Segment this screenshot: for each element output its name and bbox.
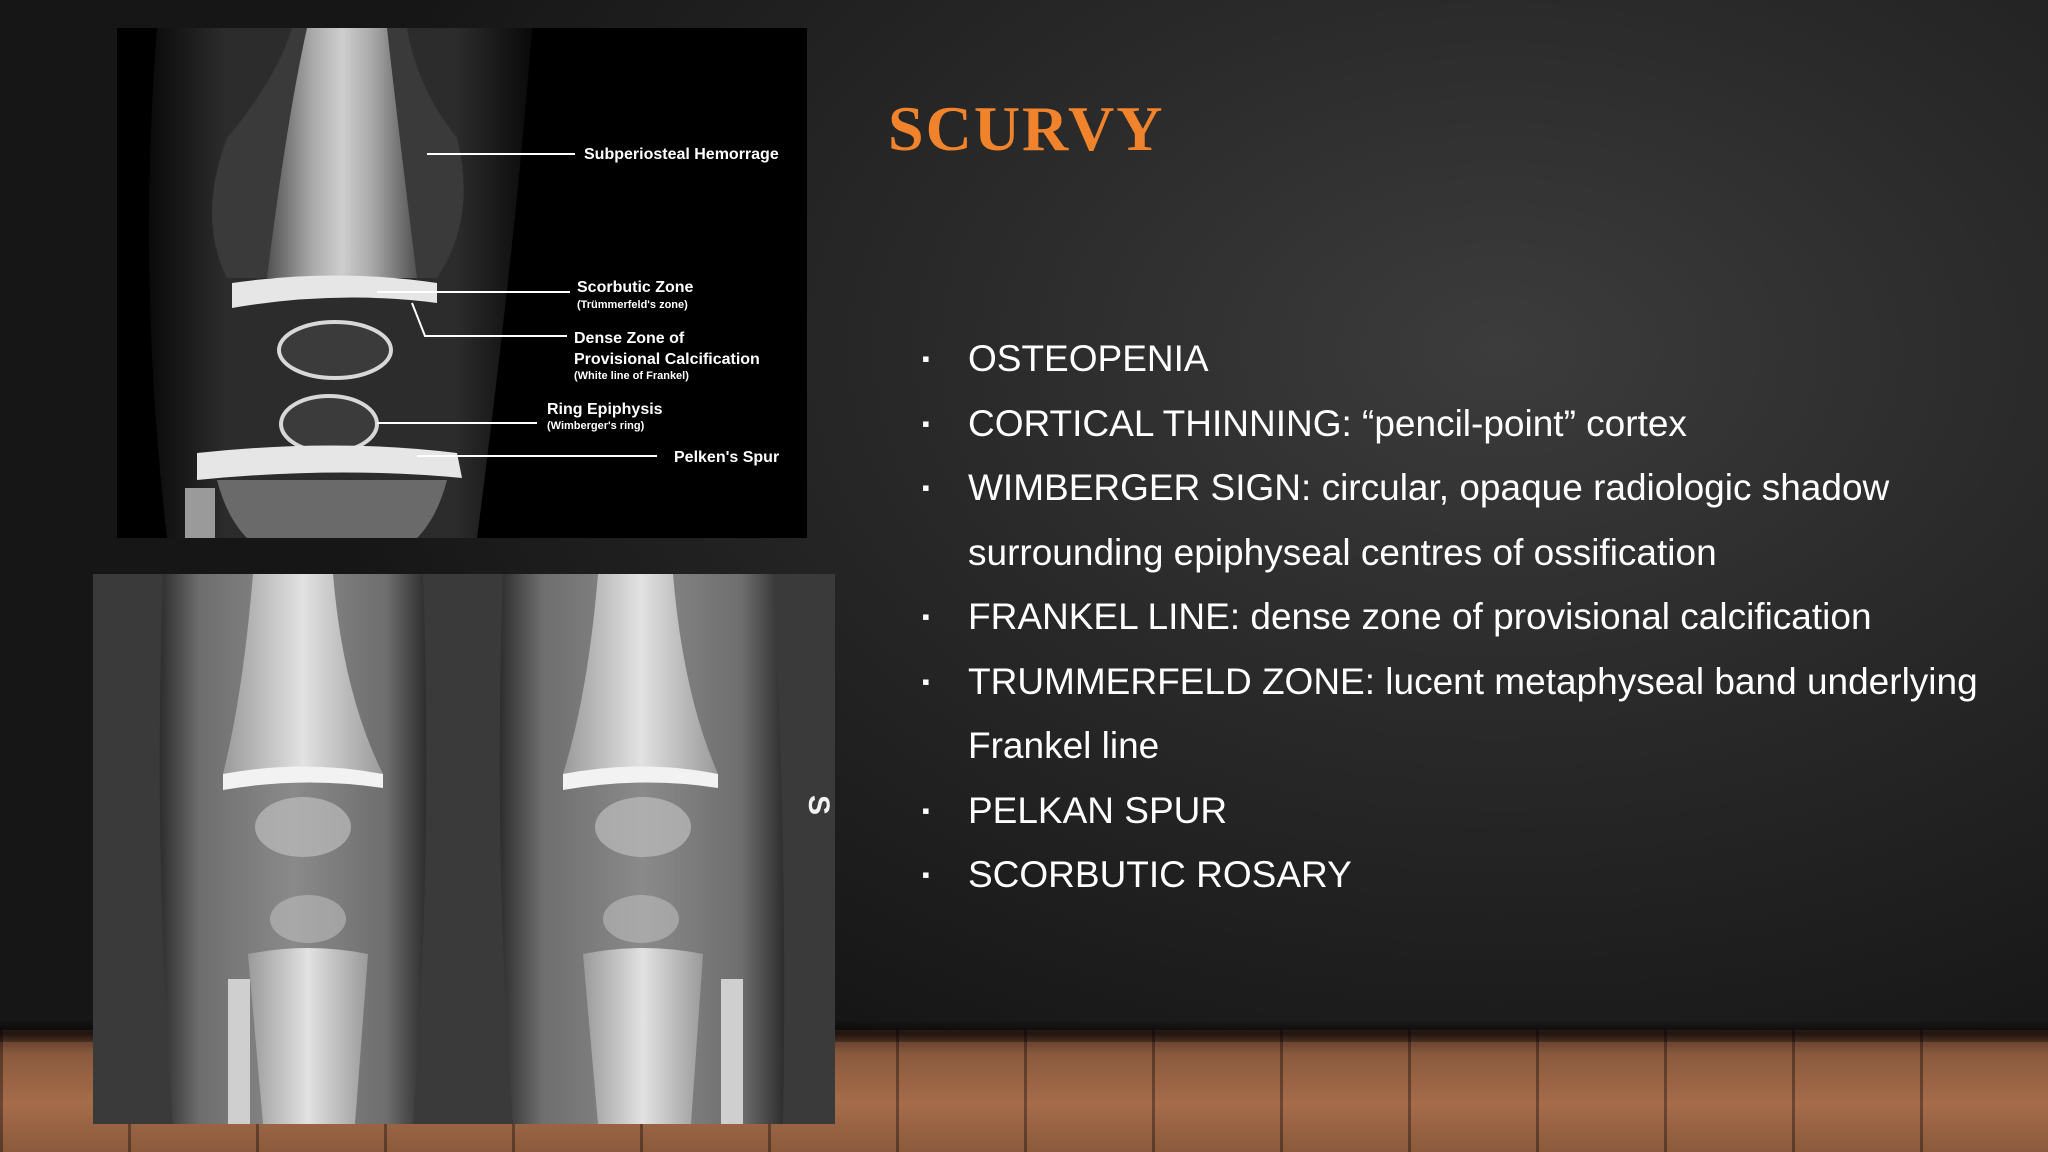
- xray-edge-mark: S: [802, 795, 835, 816]
- bullet-text: CORTICAL THINNING: “pencil-point” cortex: [968, 402, 1687, 444]
- bullet-text: TRUMMERFELD ZONE: lucent metaphyseal band underlying Frankel line: [968, 660, 1978, 766]
- bullet-item: [922, 650, 2032, 779]
- scurvy-diagram-image: [117, 28, 807, 538]
- label-ring-epiphysis: Ring Epiphysis: [547, 401, 663, 418]
- bullet-marker-icon: ▪: [922, 346, 930, 371]
- bullet-item: [922, 779, 2032, 844]
- bullet-marker-icon: ▪: [922, 410, 930, 436]
- bullet-text: OSTEOPENIA: [968, 338, 1209, 379]
- label-dense-zone-2: Provisional Calcification: [574, 351, 760, 368]
- bullet-marker-icon: ▪: [922, 604, 930, 629]
- label-subperiosteal: Subperiosteal Hemorrage: [584, 146, 779, 163]
- bullet-text: FRANKEL LINE: dense zone of provisional calcification: [968, 596, 1872, 637]
- bullet-item: [922, 392, 2032, 457]
- label-pelken-spur: Pelken's Spur: [674, 449, 780, 466]
- label-ring-sub: (Wimberger's ring): [547, 420, 645, 432]
- bullet-item: [922, 843, 2032, 908]
- bullet-marker-icon: ▪: [922, 797, 930, 823]
- slide-title: SCURVY: [888, 93, 1165, 164]
- label-dense-zone-sub: (White line of Frankel): [574, 370, 689, 382]
- label-dense-zone-1: Dense Zone of: [574, 330, 685, 347]
- label-scorbutic-zone: Scorbutic Zone: [577, 279, 694, 296]
- bullet-list: [922, 327, 2032, 908]
- bullet-item: [922, 456, 2032, 585]
- bullet-item: [922, 327, 2032, 392]
- bullet-marker-icon: ▪: [922, 862, 930, 887]
- bullet-text: SCORBUTIC ROSARY: [968, 854, 1352, 895]
- bullet-text: WIMBERGER SIGN: circular, opaque radiologic shadow surrounding epiphyseal centres of ossification: [968, 467, 1890, 573]
- label-scorbutic-sub: (Trümmerfeld's zone): [577, 299, 688, 311]
- knee-xray-image: [93, 574, 835, 1124]
- bullet-marker-icon: ▪: [922, 475, 930, 500]
- bullet-marker-icon: ▪: [922, 668, 930, 694]
- bullet-item: [922, 585, 2032, 650]
- bullet-text: PELKAN SPUR: [968, 789, 1228, 831]
